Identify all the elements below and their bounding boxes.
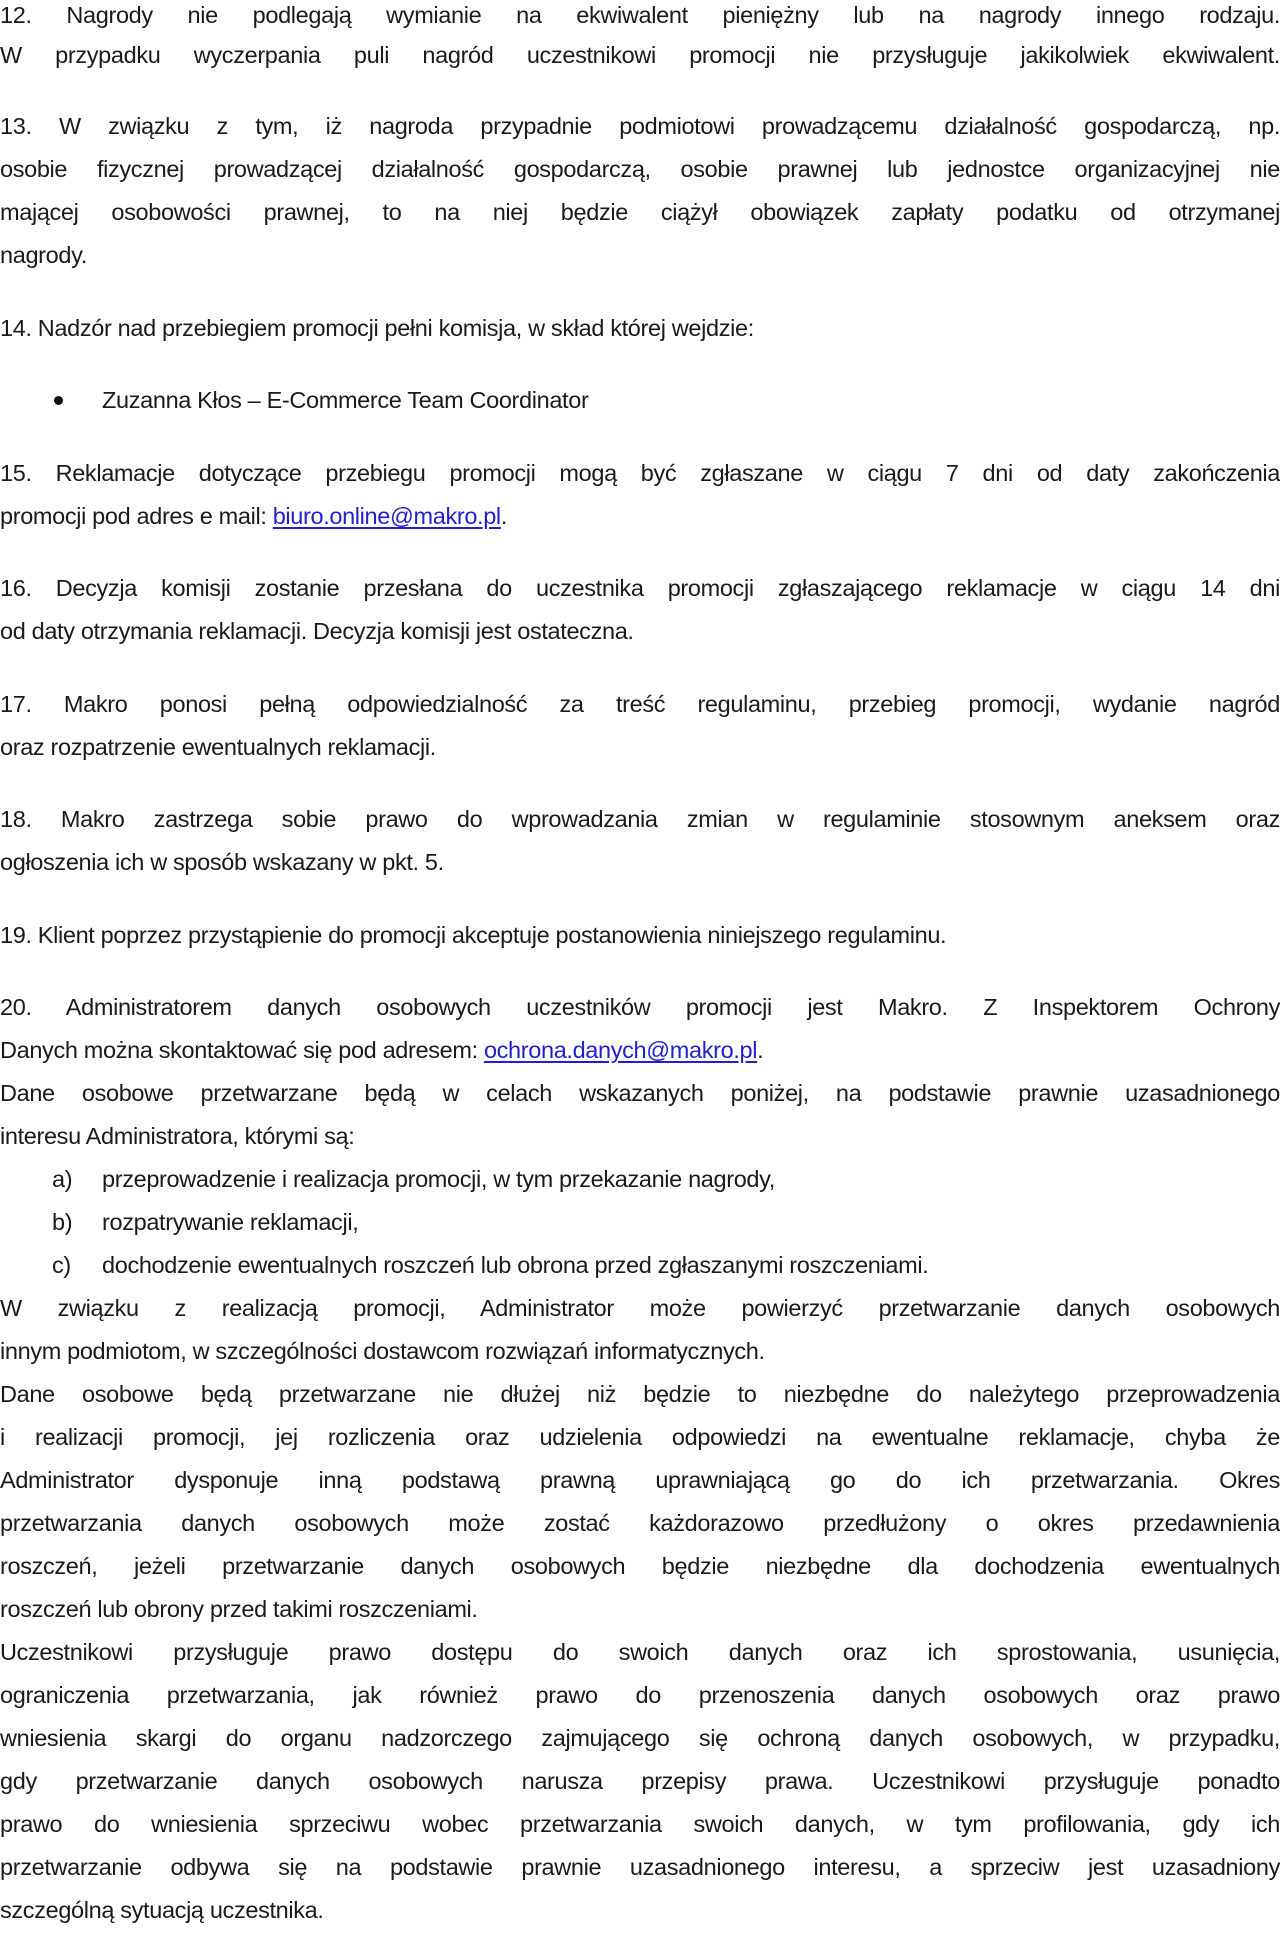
entrust-line-2: innym podmiotom, w szczególności dostawcom rozwiązań informatycznych.: [0, 1338, 765, 1364]
paragraph-18-line-1: 18. Makro zastrzega sobie prawo do wprowadzania zmian w regulaminie stosownym aneksem oraz: [0, 806, 1280, 832]
paragraph-17-line-1: 17. Makro ponosi pełną odpowiedzialność za treść regulaminu, przebieg promocji, wydanie nagród: [0, 691, 1280, 717]
rights-line-5: prawo do wniesienia sprzeciwu wobec przetwarzania swoich danych, w tym profilowania, gdy ich: [0, 1811, 1280, 1837]
retention-line-4: przetwarzania danych osobowych może zostać każdorazowo przedłużony o okres przedawnienia: [0, 1510, 1280, 1536]
retention-line-6: roszczeń lub obrony przed takimi roszczeniami.: [0, 1596, 478, 1622]
purpose-label-a: a): [52, 1166, 73, 1192]
paragraph-19: 19. Klient poprzez przystąpienie do promocji akceptuje postanowienia niniejszego regulaminu.: [0, 922, 947, 948]
commission-member-name: Zuzanna Kłos – E-Commerce Team Coordinator: [102, 387, 589, 413]
rights-line-7: szczególną sytuacją uczestnika.: [0, 1897, 324, 1923]
paragraph-17-line-2: oraz rozpatrzenie ewentualnych reklamacji.: [0, 734, 436, 760]
rights-line-2: ograniczenia przetwarzania, jak również prawo do przenoszenia danych osobowych oraz prawo: [0, 1682, 1280, 1708]
rights-line-4: gdy przetwarzanie danych osobowych narusza przepisy prawa. Uczestnikowi przysługuje ponadto: [0, 1768, 1280, 1794]
purpose-item-b: b) rozpatrywanie reklamacji,: [0, 1201, 1280, 1244]
purposes-intro-line-1: Dane osobowe przetwarzane będą w celach wskazanych poniżej, na podstawie prawnie uzasadnionego: [0, 1080, 1280, 1106]
complaints-email-link[interactable]: biuro.online@makro.pl: [272, 503, 501, 529]
paragraph-15-line-2: promocji pod adres e mail: biuro.online@makro.pl.: [0, 503, 507, 529]
paragraph-16-line-1: 16. Decyzja komisji zostanie przesłana do uczestnika promocji zgłaszającego reklamacje w ciągu 14 dni: [0, 575, 1280, 601]
paragraph-15-line-1: 15. Reklamacje dotyczące przebiegu promocji mogą być zgłaszane w ciągu 7 dni od daty zakończenia: [0, 460, 1280, 486]
paragraph-13-line-4: nagrody.: [0, 242, 87, 268]
purpose-label-b: b): [52, 1209, 73, 1235]
paragraph-13-line-3: mającej osobowości prawnej, to na niej będzie ciążył obowiązek zapłaty podatku od otrzymanej: [0, 199, 1280, 225]
paragraph-13-line-1: 13. W związku z tym, iż nagroda przypadnie podmiotowi prowadzącemu działalność gospodarczą, np.: [0, 113, 1280, 139]
paragraph-16-line-2: od daty otrzymania reklamacji. Decyzja komisji jest ostateczna.: [0, 618, 634, 644]
entrust-line-1: W związku z realizacją promocji, Administrator może powierzyć przetwarzanie danych osobowych: [0, 1295, 1280, 1321]
paragraph-20-line-2: Danych można skontaktować się pod adresem: ochrona.danych@makro.pl.: [0, 1037, 764, 1063]
purpose-label-c: c): [52, 1252, 71, 1278]
commission-member-item: [0, 379, 1280, 422]
data-protection-email-link[interactable]: ochrona.danych@makro.pl: [483, 1037, 758, 1063]
retention-line-2: i realizacji promocji, jej rozliczenia oraz udzielenia odpowiedzi na ewentualne reklamacje, chyba że: [0, 1424, 1280, 1450]
rights-line-6: przetwarzanie odbywa się na podstawie prawnie uzasadnionego interesu, a sprzeciw jest uzasadniony: [0, 1854, 1280, 1880]
retention-line-5: roszczeń, jeżeli przetwarzanie danych osobowych będzie niezbędne dla dochodzenia ewentualnych: [0, 1553, 1280, 1579]
purpose-item-c: c) dochodzenie ewentualnych roszczeń lub obrona przed zgłaszanymi roszczeniami.: [0, 1244, 1280, 1287]
bullet-icon: [54, 396, 63, 405]
paragraph-18-line-2: ogłoszenia ich w sposób wskazany w pkt. 5.: [0, 849, 444, 875]
purpose-item-a: a) przeprowadzenie i realizacja promocji, w tym przekazanie nagrody,: [0, 1158, 1280, 1201]
paragraph-13-line-2: osobie fizycznej prowadzącej działalność gospodarczą, osobie prawnej lub jednostce organizacyjnej nie: [0, 156, 1280, 182]
paragraph-12-line-2: W przypadku wyczerpania puli nagród uczestnikowi promocji nie przysługuje jakikolwiek ekwiwalent.: [0, 42, 1280, 68]
rights-line-1: Uczestnikowi przysługuje prawo dostępu do swoich danych oraz ich sprostowania, usunięcia,: [0, 1639, 1280, 1665]
retention-line-1: Dane osobowe będą przetwarzane nie dłużej niż będzie to niezbędne do należytego przeprowadzenia: [0, 1381, 1280, 1407]
paragraph-20-line-1: 20. Administratorem danych osobowych uczestników promocji jest Makro. Z Inspektorem Ochrony: [0, 994, 1280, 1020]
paragraph-12-number: 12.: [0, 2, 32, 28]
rights-line-3: wniesienia skargi do organu nadzorczego zajmującego się ochroną danych osobowych, w przypadku,: [0, 1725, 1280, 1751]
paragraph-12-line-1: 12. Nagrody nie podlegają wymianie na ekwiwalent pieniężny lub na nagrody innego rodzaju.: [0, 2, 1280, 28]
purposes-intro-line-2: interesu Administratora, którymi są:: [0, 1123, 355, 1149]
retention-line-3: Administrator dysponuje inną podstawą prawną uprawniającą go do ich przetwarzania. Okres: [0, 1467, 1280, 1493]
paragraph-14: 14. Nadzór nad przebiegiem promocji pełni komisja, w skład której wejdzie:: [0, 315, 754, 341]
